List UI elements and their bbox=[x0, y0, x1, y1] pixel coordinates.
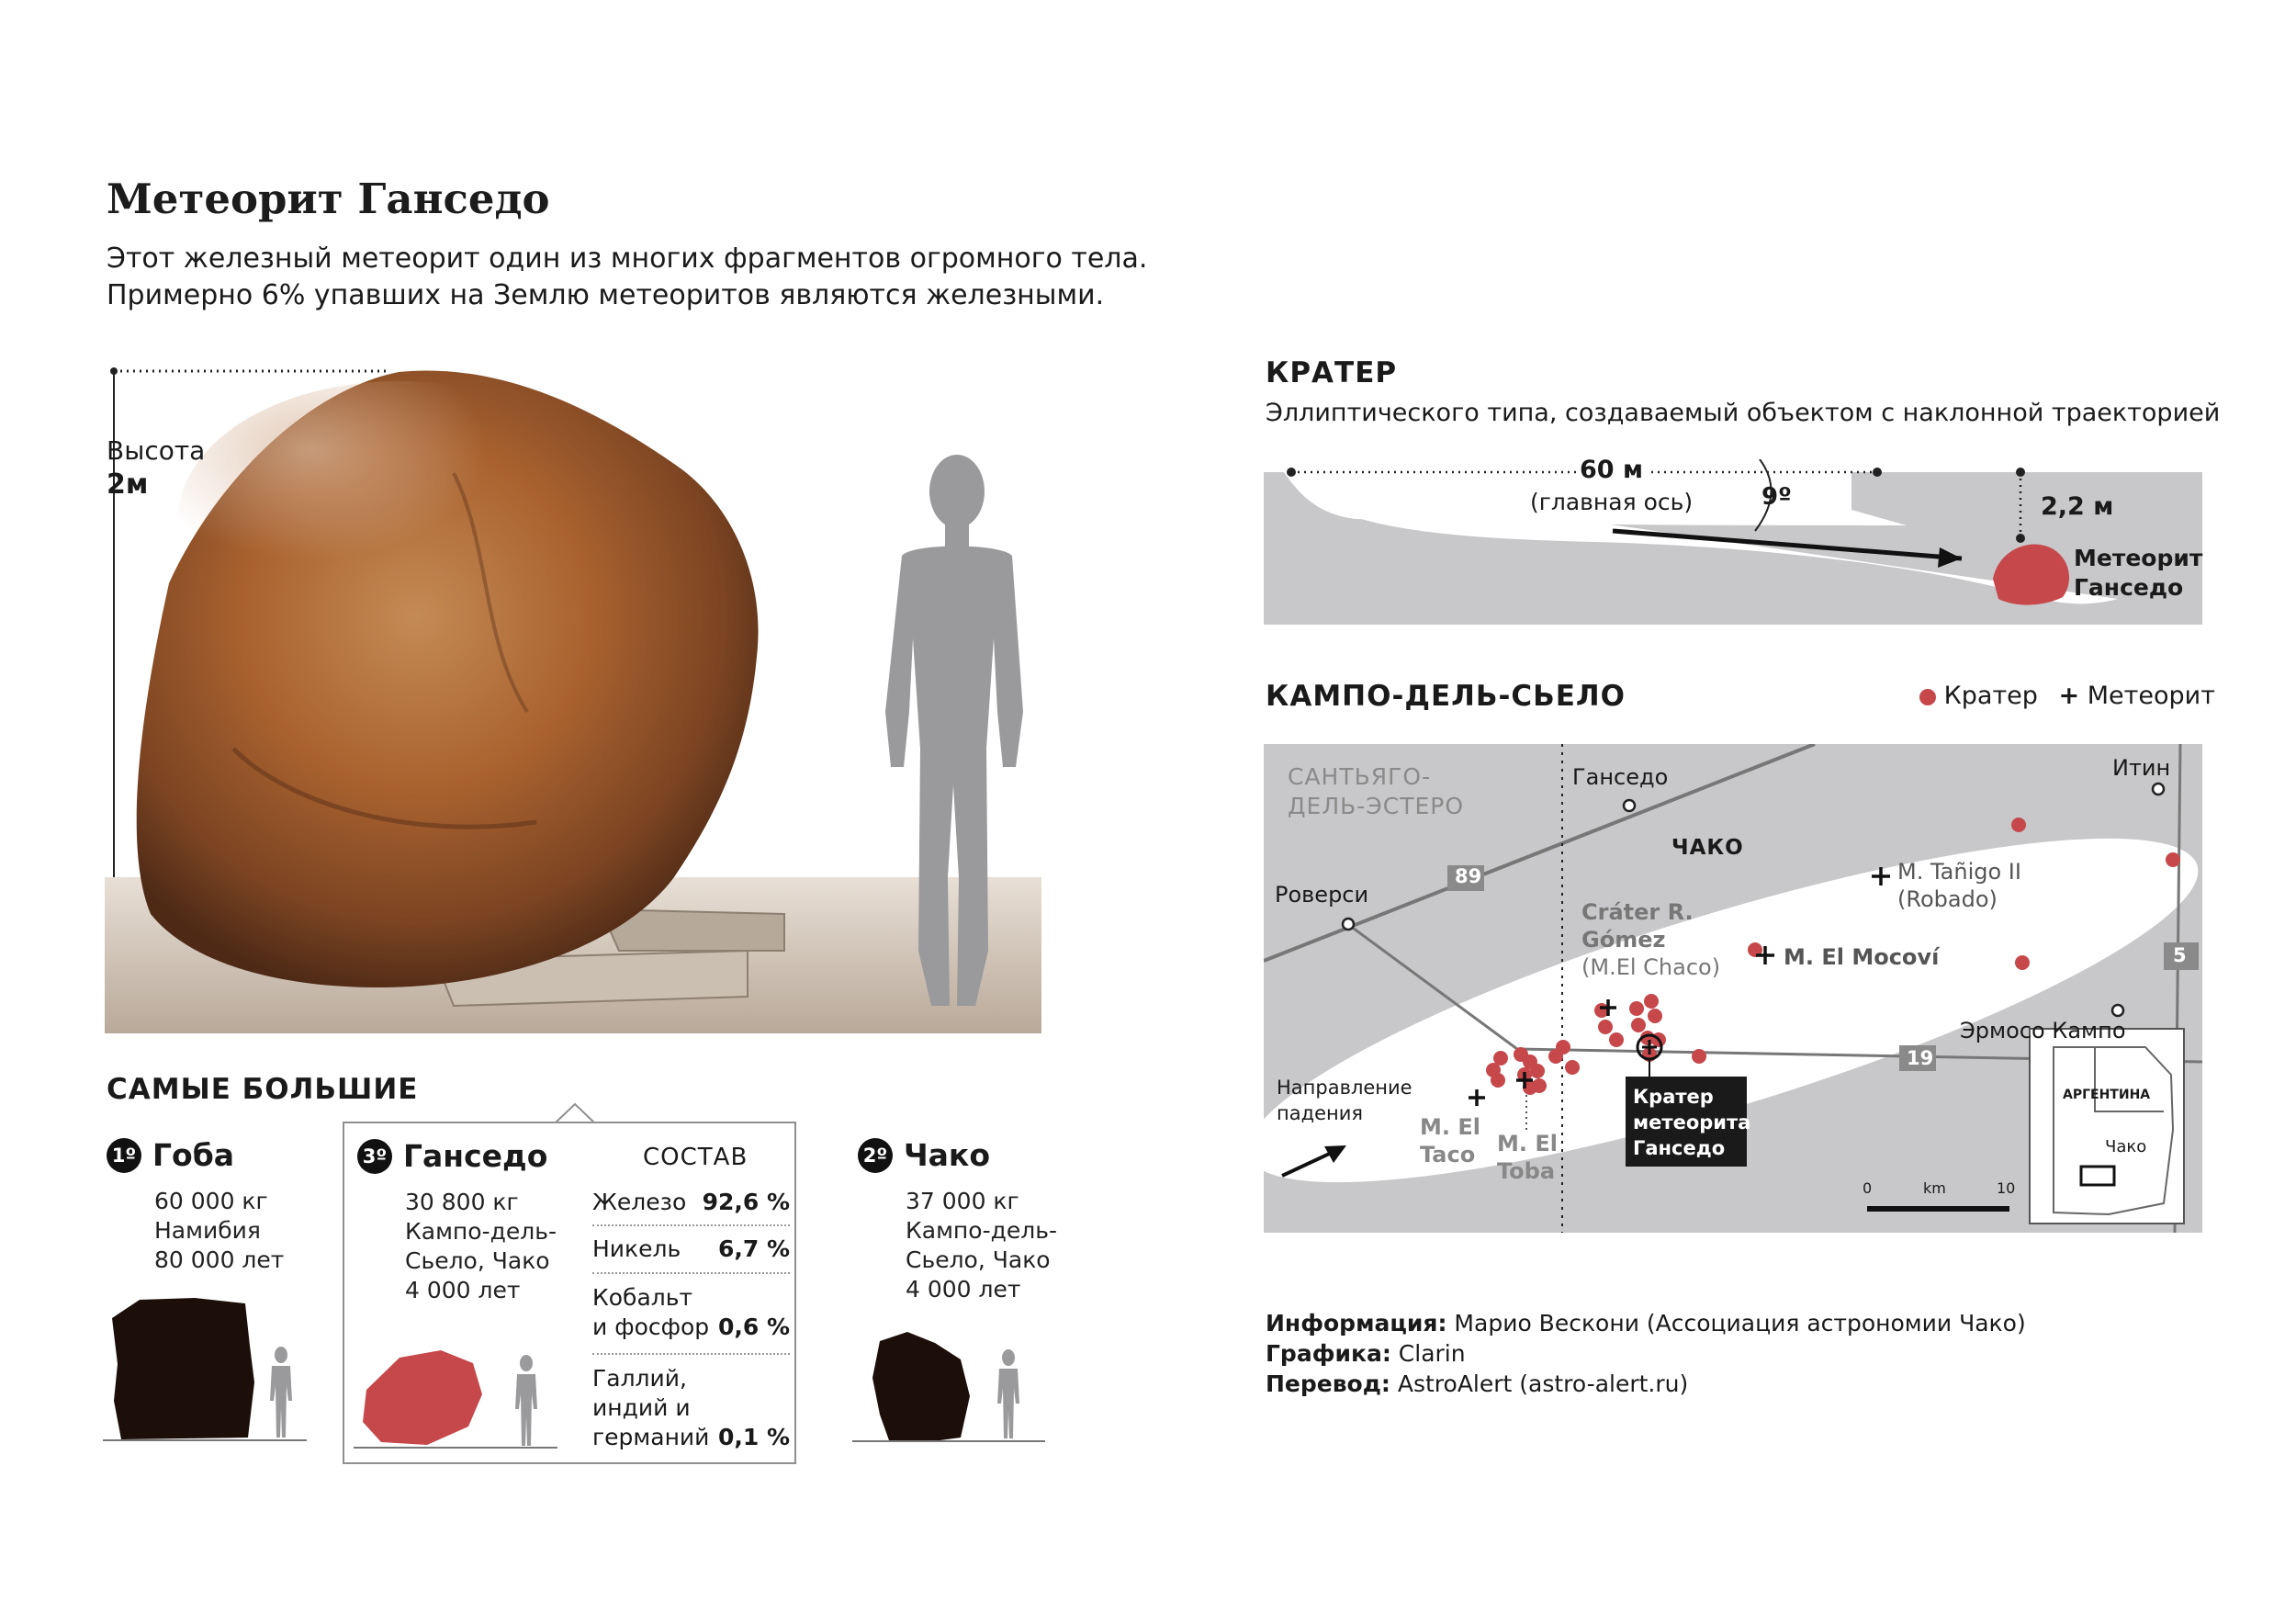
label-line: ДЕЛЬ-ЭСТЕРО bbox=[1288, 793, 1465, 819]
rank-badge: 1º bbox=[107, 1138, 141, 1173]
chaco-silhouette bbox=[852, 1323, 1045, 1447]
town-gansedo bbox=[1624, 800, 1635, 811]
credit-line bbox=[1266, 1308, 2026, 1338]
label-gansedo-town: Ганседо bbox=[1572, 764, 1669, 790]
label-el-toba bbox=[1497, 1130, 1558, 1185]
rank-badge: 2º bbox=[858, 1138, 893, 1173]
crater-profile bbox=[1264, 459, 2202, 629]
composition-row bbox=[592, 1188, 790, 1217]
meteorite-photo bbox=[105, 363, 1041, 1033]
label-line: Кратер bbox=[1633, 1086, 1714, 1108]
crater-length-note: (главная ось) bbox=[1530, 489, 1694, 515]
subtitle bbox=[107, 241, 1163, 314]
label-santiago bbox=[1288, 762, 1464, 821]
composition-heading: СОСТАВ bbox=[643, 1144, 748, 1171]
road-label-19: 19 bbox=[1907, 1047, 1934, 1069]
label-direction bbox=[1277, 1075, 1412, 1126]
rank-name: Гоба bbox=[152, 1137, 235, 1173]
rank-gansedo bbox=[357, 1138, 547, 1174]
gansedo-silhouette bbox=[354, 1330, 557, 1454]
credit-value: Марио Вескони (Ассоциация астрономии Чако) bbox=[1446, 1310, 2026, 1336]
credit-key: Графика: bbox=[1266, 1340, 1391, 1367]
credit-key: Информация: bbox=[1266, 1310, 1447, 1336]
rank-info: 30 800 кг Кампо-дель- Сьело, Чако 4 000 лет bbox=[405, 1189, 557, 1303]
map-legend bbox=[1919, 682, 2215, 710]
campo-heading: КАМПО-ДЕЛЬ-СЬЕЛО bbox=[1266, 680, 1626, 713]
label-line: Метеорит bbox=[2074, 545, 2203, 571]
label-line: САНТЬЯГО- bbox=[1288, 763, 1432, 790]
label-el-taco bbox=[1420, 1113, 1480, 1168]
campo-map bbox=[1264, 744, 2202, 1233]
label-crater-callout bbox=[1633, 1084, 1750, 1161]
crater-depth: 2,2 м bbox=[2041, 492, 2114, 521]
label-line: Gómez bbox=[1581, 927, 1666, 953]
composition-value: 0,1 % bbox=[717, 1424, 790, 1450]
subtitle-line: Этот железный метеорит один из многих фрагментов огромного тела. bbox=[107, 242, 1148, 275]
label-tanigo bbox=[1897, 858, 2021, 913]
label-line: падения bbox=[1277, 1102, 1364, 1124]
subtitle-line: Примерно 6% упавших на Землю метеоритов являются железными. bbox=[107, 279, 1105, 311]
crater-length: 60 м bbox=[1576, 456, 1647, 484]
label-line: метеорита bbox=[1633, 1111, 1751, 1133]
town-itin bbox=[2153, 784, 2164, 795]
composition-value: 6,7 % bbox=[717, 1235, 790, 1262]
scale-label-10: 10 bbox=[1997, 1179, 2016, 1197]
town-roversi bbox=[1343, 919, 1354, 930]
label-line: Taco bbox=[1420, 1142, 1476, 1167]
rank-name: Чако bbox=[904, 1137, 991, 1173]
label-line: M. El bbox=[1497, 1131, 1558, 1156]
label-hermoso: Эрмосо Кампо bbox=[1960, 1018, 2126, 1043]
credit-value: Clarin bbox=[1390, 1340, 1466, 1367]
label-chaco: ЧАКО bbox=[1671, 836, 1744, 860]
label-line: Ганседо bbox=[1633, 1137, 1726, 1159]
credit-key: Перевод: bbox=[1266, 1370, 1390, 1397]
rank-badge: 3º bbox=[357, 1139, 392, 1174]
rank-name: Ганседо bbox=[403, 1138, 548, 1174]
composition-name: Железо bbox=[592, 1189, 687, 1215]
road-label-5: 5 bbox=[2173, 944, 2187, 966]
label-line: Ганседо bbox=[2074, 574, 2184, 601]
composition-name: Кобальт и фосфор bbox=[592, 1284, 710, 1340]
town-hermoso bbox=[2112, 1005, 2123, 1016]
composition-value: 0,6 % bbox=[717, 1314, 790, 1340]
legend-crater: Кратер bbox=[1943, 682, 2038, 710]
label-line: M. Tañigo II bbox=[1897, 859, 2021, 885]
composition-name: Никель bbox=[592, 1235, 681, 1262]
largest-heading: САМЫЕ БОЛЬШИЕ bbox=[107, 1073, 419, 1106]
composition-row bbox=[592, 1283, 790, 1342]
label-line: Cráter R. bbox=[1581, 899, 1694, 925]
label-line: M. El bbox=[1420, 1114, 1480, 1140]
rank-info: 37 000 кг Кампо-дель- Сьело, Чако 4 000 лет bbox=[906, 1188, 1057, 1303]
label-inset-chaco: Чако bbox=[2105, 1137, 2147, 1156]
crater-heading: КРАТЕР bbox=[1266, 356, 1398, 389]
rank-goba bbox=[107, 1137, 234, 1173]
composition-row bbox=[592, 1235, 790, 1264]
label-line: (M.El Chaco) bbox=[1581, 954, 1721, 980]
scale-label-0: 0 bbox=[1863, 1179, 1873, 1197]
credit-line bbox=[1266, 1338, 2026, 1369]
page-title: Метеорит Ганседо bbox=[107, 175, 550, 223]
gansedo-box bbox=[343, 1122, 796, 1464]
height-label: Высота bbox=[107, 435, 206, 466]
crater-subtitle: Эллиптического типа, создаваемый объектом с наклонной траекторией bbox=[1266, 399, 2221, 427]
rank-chaco bbox=[858, 1137, 990, 1173]
credit-line bbox=[1266, 1369, 2026, 1399]
goba-silhouette bbox=[103, 1291, 307, 1447]
label-line: Toba bbox=[1497, 1158, 1556, 1184]
road-label-89: 89 bbox=[1455, 865, 1482, 887]
label-line: Направление bbox=[1277, 1077, 1412, 1099]
crater-legend-icon bbox=[1919, 689, 1936, 705]
credit-value: AstroAlert (astro-alert.ru) bbox=[1390, 1370, 1689, 1397]
crater-angle: 9º bbox=[1761, 483, 1792, 511]
legend-meteorite: Метеорит bbox=[2087, 682, 2215, 710]
label-argentina: АРГЕНТИНА bbox=[2063, 1088, 2151, 1102]
label-mocovi: M. El Mocoví bbox=[1784, 944, 1940, 970]
composition-row bbox=[592, 1364, 790, 1452]
label-crater-gomez bbox=[1581, 898, 1720, 981]
credits bbox=[1266, 1308, 2026, 1399]
label-line: (Robado) bbox=[1897, 886, 1998, 912]
scale-label-km: km bbox=[1923, 1179, 1946, 1197]
composition-name: Галлий, индий и германий bbox=[592, 1365, 710, 1450]
crater-meteorite-label bbox=[2074, 544, 2202, 603]
label-roversi: Роверси bbox=[1275, 882, 1369, 908]
plus-legend-icon: + bbox=[2058, 682, 2080, 710]
label-itin: Итин bbox=[2112, 755, 2171, 781]
height-value: 2м bbox=[107, 468, 149, 501]
composition-value: 92,6 % bbox=[702, 1189, 790, 1215]
rank-info: 60 000 кг Намибия 80 000 лет bbox=[154, 1188, 285, 1273]
